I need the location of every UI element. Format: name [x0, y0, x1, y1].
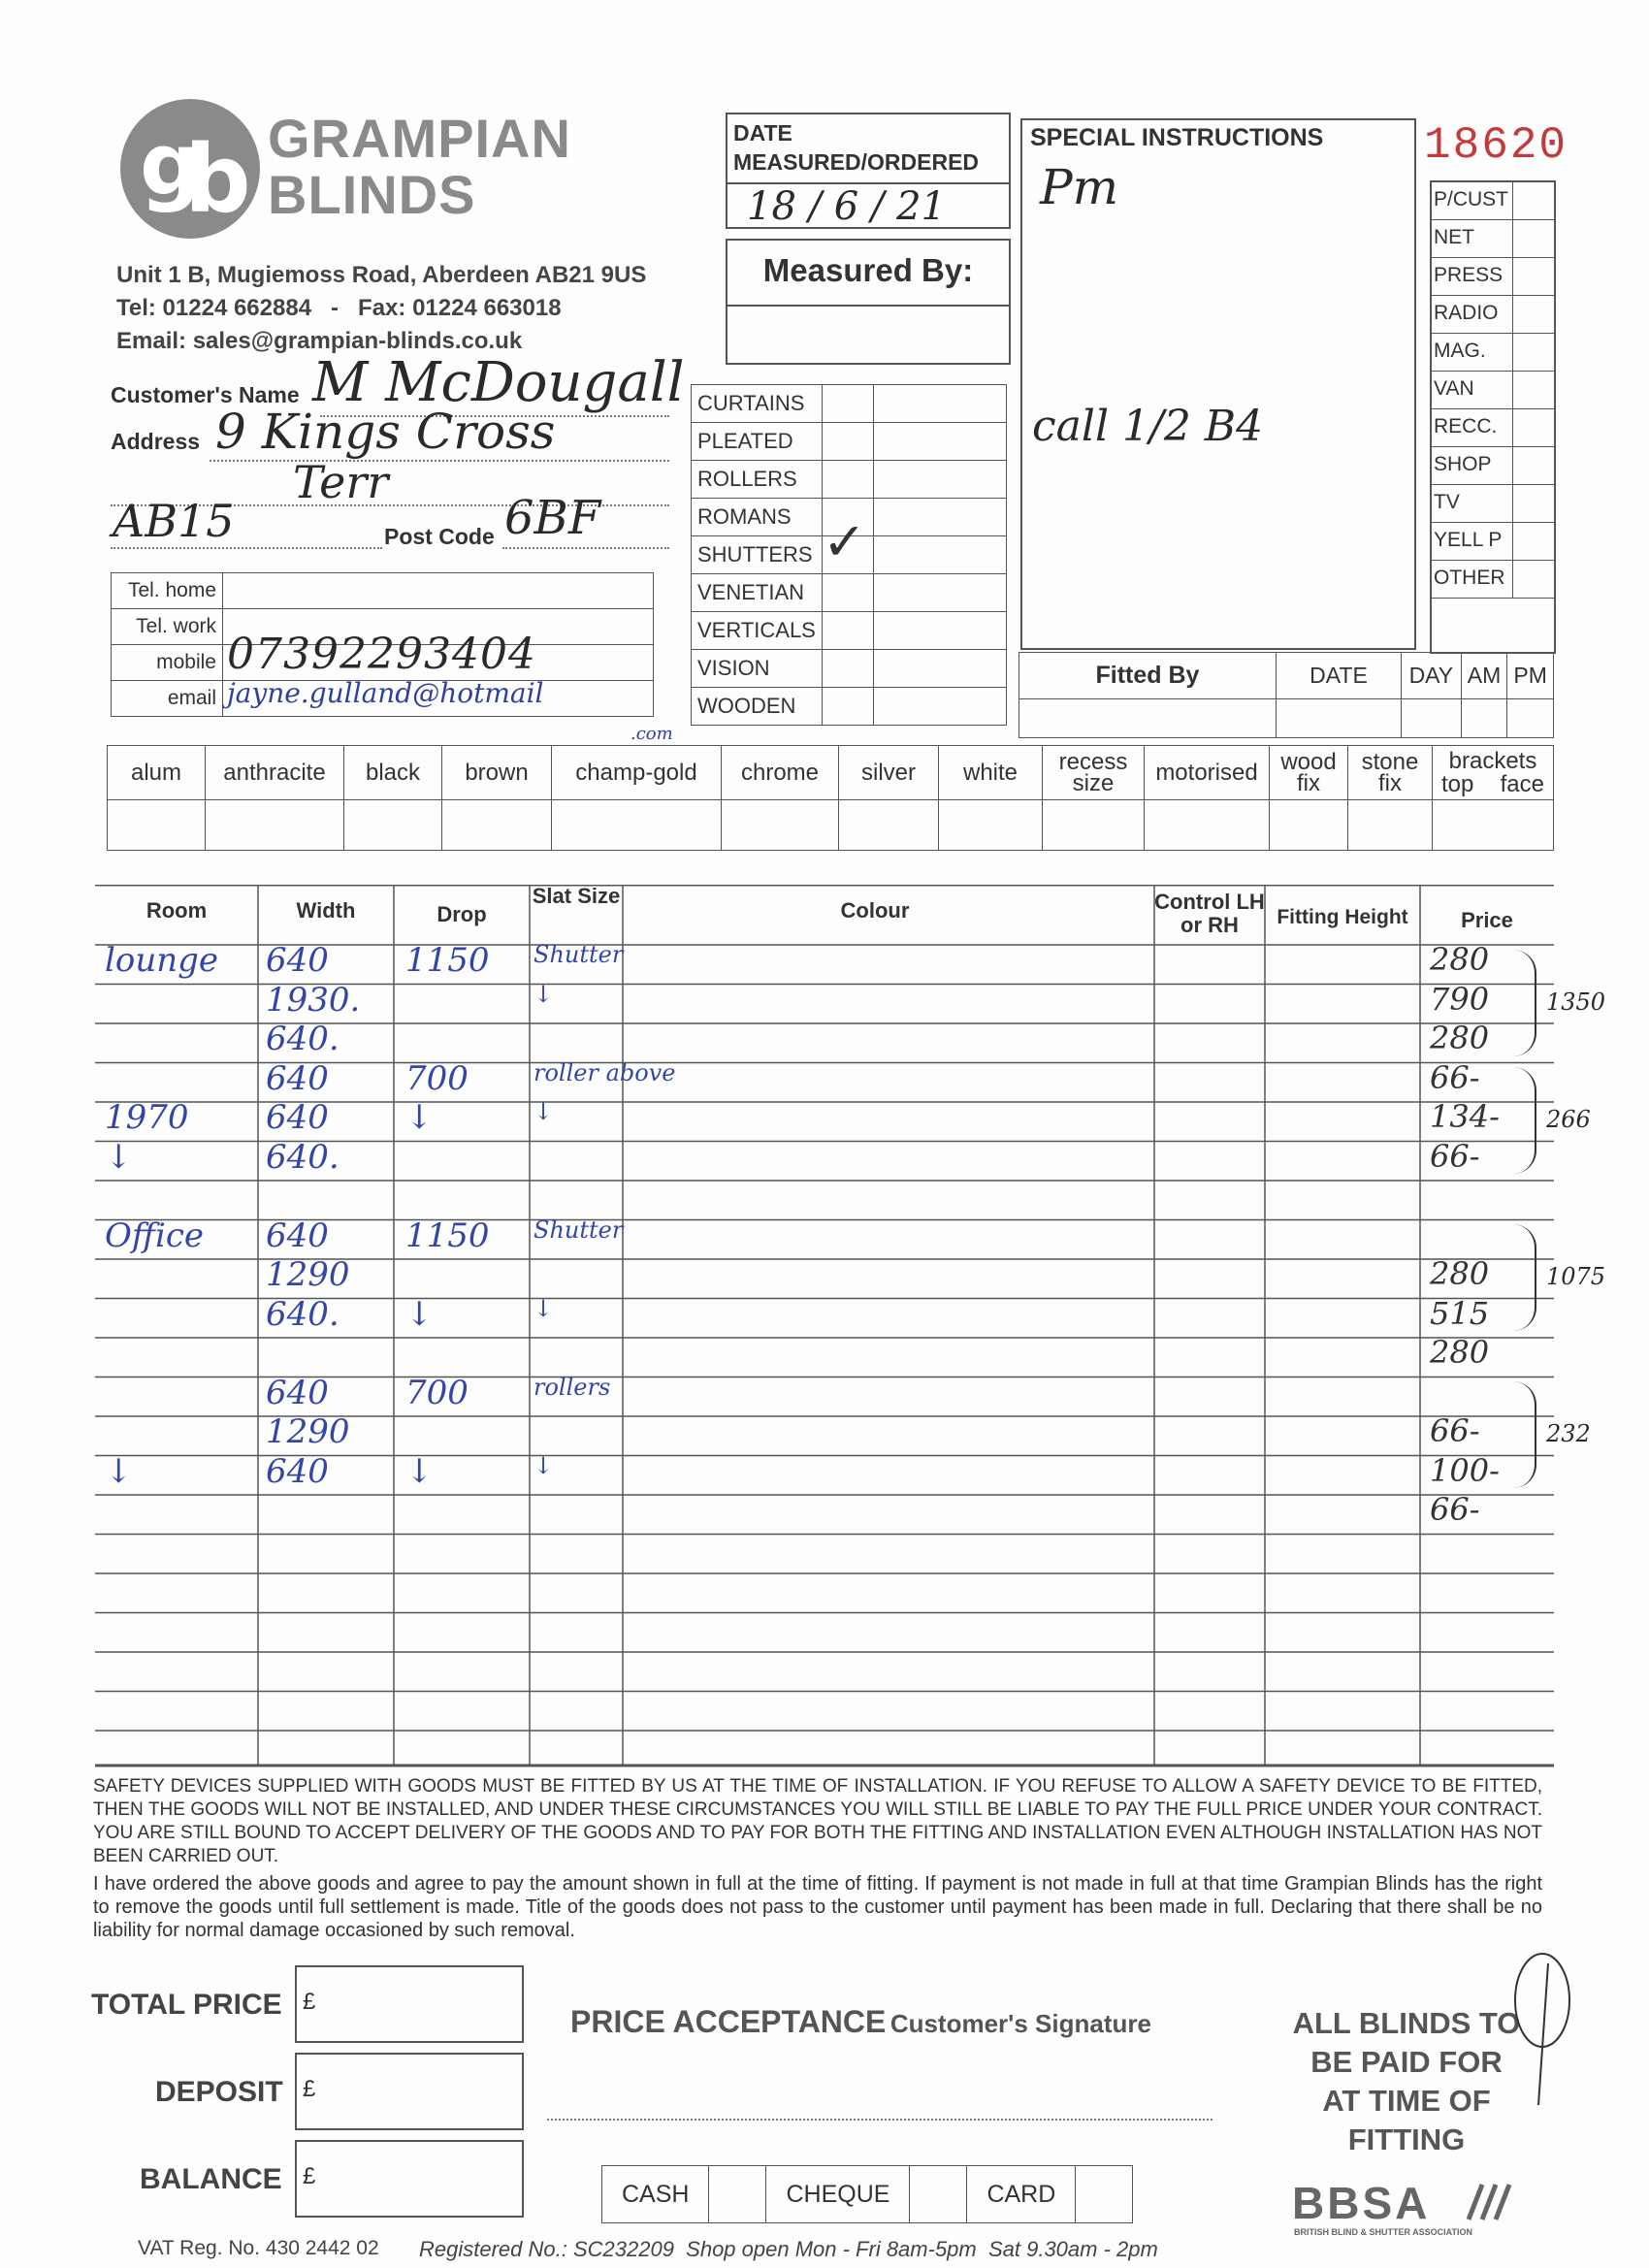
row-slat: ↓ [534, 980, 554, 1008]
address-line2: Terr [293, 456, 389, 508]
row-drop: 1150 [405, 1215, 490, 1255]
source-label: SHOP [1432, 447, 1513, 484]
total-price-field[interactable] [295, 1965, 524, 2043]
product-type-label: ROMANS [692, 499, 823, 536]
row-price: 515 [1430, 1294, 1490, 1332]
order-number: 18620 [1424, 120, 1568, 171]
price-acceptance [570, 2004, 1151, 2040]
row-room: ↓ [105, 1137, 133, 1177]
product-type-row[interactable] [692, 461, 1007, 499]
postcode-value: 6BF [504, 491, 601, 545]
order-grid [95, 884, 1606, 1787]
product-type-check[interactable] [822, 461, 873, 499]
group-total: 1075 [1546, 1263, 1606, 1290]
source-item[interactable] [1432, 372, 1554, 409]
product-type-label: ROLLERS [692, 461, 823, 499]
bbsa-logo: BBSA [1292, 2178, 1431, 2228]
source-label: RECC. [1432, 409, 1513, 446]
tel-home-label: Tel. home [112, 573, 223, 609]
product-types [691, 384, 1007, 726]
balance-label: BALANCE [140, 2163, 282, 2195]
special-note-pm: Pm [1040, 159, 1119, 215]
source-item[interactable] [1432, 561, 1554, 599]
date-box [726, 113, 1011, 229]
company-email: Email: sales@grampian-blinds.co.uk [116, 328, 523, 354]
brackets-top: top [1441, 770, 1474, 797]
group-bracket [1513, 950, 1536, 1056]
price-acceptance-sub: Customer's Signature [889, 2009, 1151, 2038]
address-label: Address [111, 429, 201, 454]
product-type-check[interactable] [822, 385, 873, 423]
payment-methods [601, 2165, 1133, 2223]
address-line3: AB15 [113, 495, 235, 547]
brackets-label: brackets [1448, 747, 1537, 774]
product-type-row[interactable] [692, 612, 1007, 650]
source-label: NET [1432, 220, 1513, 257]
finish-option[interactable]: anthracite [206, 746, 344, 800]
source-item[interactable] [1432, 258, 1554, 296]
finish-option[interactable]: brown [442, 746, 552, 800]
row-price: 66- [1430, 1412, 1480, 1449]
row-width: 640 [266, 941, 329, 980]
fitting-table [1018, 652, 1554, 738]
row-price: 280 [1430, 1255, 1490, 1292]
product-type-label: CURTAINS [692, 385, 823, 423]
row-price: 100- [1430, 1451, 1500, 1489]
product-type-label: VISION [692, 650, 823, 688]
circled-annotation [1509, 1950, 1577, 2120]
svg-text:b: b [184, 125, 251, 234]
product-type-check[interactable] [822, 513, 873, 574]
date-value: 18 / 6 / 21 [747, 184, 947, 229]
date-label: DATE MEASURED/ORDERED [733, 120, 980, 175]
company-address: Unit 1 B, Mugiemoss Road, Aberdeen AB21 9US [116, 262, 647, 288]
mobile-value: 07392293404 [227, 630, 536, 679]
special-instructions-label: SPECIAL INSTRUCTIONS [1030, 124, 1324, 151]
finish-option[interactable]: alum [108, 746, 206, 800]
email-label: email [112, 681, 223, 717]
payment-option-card[interactable]: CARD [967, 2166, 1076, 2223]
finish-option[interactable]: recess size [1043, 746, 1145, 800]
postcode-label: Post Code [384, 524, 495, 549]
row-slat: ↓ [534, 1294, 554, 1322]
row-drop: ↓ [405, 1294, 434, 1334]
address-line1: 9 Kings Cross [215, 404, 556, 460]
finishes-table [107, 745, 1554, 851]
source-label: OTHER [1432, 561, 1513, 598]
company-logo [118, 97, 262, 241]
svg-text:g: g [140, 114, 201, 214]
row-width: 640 [266, 1451, 329, 1491]
payment-checkbox[interactable] [1076, 2166, 1133, 2223]
row-drop: 700 [405, 1058, 469, 1098]
source-item[interactable] [1432, 485, 1554, 523]
col-drop: Drop [436, 902, 487, 926]
bbsa-tagline: BRITISH BLIND & SHUTTER ASSOCIATION [1294, 2227, 1472, 2237]
row-slat: Shutter [534, 941, 624, 968]
row-price: 134- [1430, 1098, 1500, 1135]
payment-checkbox[interactable] [910, 2166, 967, 2223]
customer-name-value: M McDougall [312, 351, 685, 414]
row-width: 640. [266, 1294, 340, 1334]
finish-option[interactable]: black [344, 746, 442, 800]
customer-name-label: Customer's Name [111, 382, 300, 407]
group-total: 1350 [1546, 988, 1606, 1016]
col-control: Control LH or RH [1154, 890, 1265, 937]
source-list [1430, 180, 1556, 654]
row-price: 66- [1430, 1491, 1480, 1528]
deposit-label: DEPOSIT [155, 2076, 283, 2108]
payment-option-cash[interactable]: CASH [602, 2166, 709, 2223]
row-drop: ↓ [405, 1451, 434, 1491]
special-note-call: call 1/2 B4 [1032, 402, 1264, 451]
source-label: MAG. [1432, 334, 1513, 371]
source-label: RADIO [1432, 296, 1513, 333]
fitting-day-label: DAY [1402, 653, 1462, 699]
fitting-am-label: AM [1461, 653, 1507, 699]
mobile-label: mobile [112, 645, 223, 681]
row-width: 640. [266, 1137, 340, 1177]
row-width: 640 [266, 1373, 329, 1412]
row-price: 280 [1430, 1334, 1490, 1371]
row-width: 1290 [266, 1412, 350, 1451]
notice-line: ALL BLINDS TO [1292, 2006, 1521, 2040]
row-drop: 700 [405, 1373, 469, 1412]
brand-line1: GRAMPIAN [268, 108, 571, 169]
finish-option[interactable]: stone fix [1348, 746, 1433, 800]
notice-line: FITTING [1347, 2122, 1466, 2156]
total-currency: £ [303, 1989, 316, 2015]
bbsa-stripes [1465, 2183, 1513, 2226]
brand-line2: BLINDS [268, 164, 476, 225]
product-type-label: WOODEN [692, 688, 823, 726]
agreement-text: I have ordered the above goods and agree to pay the amount shown in full at the time of fitting. If payment is not made in full at that time Grampian Blinds has the right to remove the goods until full settlement is made. Title of the goods does not pass to the customer until payment has been made in full. Declaring that there shall be no liability for normal damage occasioned by such removal. [93, 1873, 1542, 1941]
source-item[interactable] [1432, 220, 1554, 258]
notice-line: BE PAID FOR [1310, 2045, 1503, 2079]
product-type-label: VERTICALS [692, 612, 823, 650]
row-width: 640 [266, 1058, 329, 1098]
product-type-row[interactable] [692, 385, 1007, 423]
row-price: 66- [1430, 1137, 1480, 1175]
col-fitting-height: Fitting Height [1277, 906, 1408, 928]
row-price: 280 [1430, 1020, 1490, 1056]
row-slat: Shutter [534, 1215, 624, 1244]
deposit-currency: £ [303, 2076, 316, 2102]
group-bracket [1513, 1381, 1536, 1488]
source-item[interactable] [1432, 409, 1554, 447]
source-item[interactable] [1432, 334, 1554, 372]
group-total: 266 [1546, 1106, 1591, 1133]
fitting-date-label: DATE [1277, 653, 1402, 699]
finish-option[interactable]: white [939, 746, 1043, 800]
source-label: TV [1432, 485, 1513, 522]
finish-option[interactable]: champ-gold [552, 746, 722, 800]
col-price: Price [1461, 908, 1513, 932]
product-type-check[interactable] [822, 612, 873, 650]
measured-by-label: Measured By: [762, 252, 974, 288]
row-slat: roller above [534, 1058, 676, 1086]
tel-work-label: Tel. work [112, 609, 223, 645]
row-price: 790 [1430, 980, 1490, 1018]
source-label: P/CUST [1432, 182, 1513, 219]
vat-reg: VAT Reg. No. 430 2442 02 [138, 2237, 379, 2259]
product-type-row[interactable] [692, 650, 1007, 688]
row-drop: 1150 [405, 941, 490, 980]
product-type-label: VENETIAN [692, 574, 823, 612]
row-width: 640 [266, 1098, 329, 1137]
finish-option[interactable]: motorised [1145, 746, 1270, 800]
email-suffix: .com [630, 724, 673, 744]
group-total: 232 [1546, 1420, 1591, 1447]
col-colour: Colour [840, 898, 910, 923]
group-bracket [1513, 1067, 1536, 1174]
brackets-face: face [1500, 770, 1544, 797]
row-width: 640. [266, 1020, 340, 1058]
source-item[interactable] [1432, 447, 1554, 485]
finish-option[interactable]: silver [839, 746, 939, 800]
notice-line: AT TIME OF [1322, 2084, 1491, 2118]
source-label: PRESS [1432, 258, 1513, 295]
row-slat: ↓ [534, 1098, 554, 1125]
row-drop: ↓ [405, 1098, 434, 1137]
product-type-check[interactable] [822, 688, 873, 726]
price-acceptance-title: PRICE ACCEPTANCE [570, 2004, 887, 2039]
balance-currency: £ [303, 2163, 316, 2189]
source-item[interactable] [1432, 296, 1554, 334]
row-width: 640 [266, 1215, 329, 1255]
row-price: 66- [1430, 1058, 1480, 1096]
col-room: Room [146, 898, 208, 923]
row-room: 1970 [105, 1098, 189, 1137]
deposit-field[interactable] [295, 2053, 524, 2130]
col-slat: Slat Size [532, 884, 621, 908]
safety-notice: SAFETY DEVICES SUPPLIED WITH GOODS MUST BE FITTED BY US AT THE TIME OF INSTALLATION. IF YOU REFUSE TO ALLOW A SAFETY DEVICE TO BE FITTED, THEN THE GOODS WILL NOT BE INSTALLED, AND UNDER THESE CIRCUMSTANCES YOU WILL STILL BE LIABLE TO PAY THE FULL PRICE UNDER YOUR CONTRACT. YOU ARE STILL BOUND TO ACCEPT DELIVERY OF THE GOODS AND TO PAY FOR BOTH THE FITTING AND INSTALLATION EVEN ALTHOUGH INSTALLATION HAS NOT BEEN CARRIED OUT. [93, 1776, 1542, 1866]
balance-field[interactable] [295, 2140, 524, 2218]
row-width: 1290 [266, 1255, 350, 1294]
product-type-check[interactable] [822, 574, 873, 612]
total-price-label: TOTAL PRICE [91, 1989, 282, 2021]
source-item[interactable] [1432, 182, 1554, 220]
col-width: Width [296, 898, 356, 923]
company-tel: Tel: 01224 662884 - Fax: 01224 663018 [116, 295, 562, 321]
fitted-by-label: Fitted By [1019, 653, 1277, 699]
checkmark-icon: ✓ [822, 513, 867, 571]
signature-line[interactable] [547, 2119, 1212, 2121]
source-label: YELL P [1432, 523, 1513, 560]
product-type-row[interactable] [692, 688, 1007, 726]
measured-by-box [726, 239, 1011, 365]
product-type-label: PLEATED [692, 423, 823, 461]
product-type-row[interactable] [692, 423, 1007, 461]
registered-info: Registered No.: SC232209 Shop open Mon - Fri 8am-5pm Sat 9.30am - 2pm [419, 2237, 1158, 2261]
row-room: ↓ [105, 1451, 133, 1491]
payment-option-cheque[interactable]: CHEQUE [766, 2166, 910, 2223]
group-bracket [1513, 1224, 1536, 1331]
product-type-row[interactable] [692, 536, 1007, 574]
brackets-cell[interactable] [1433, 746, 1554, 800]
finish-option[interactable]: wood fix [1270, 746, 1348, 800]
product-type-check[interactable] [822, 423, 873, 461]
brand-name [268, 108, 571, 225]
source-label: VAN [1432, 372, 1513, 408]
row-price: 280 [1430, 941, 1490, 978]
row-room: lounge [105, 941, 219, 980]
row-width: 1930. [266, 980, 361, 1020]
fitting-pm-label: PM [1507, 653, 1554, 699]
contact-table [111, 572, 654, 717]
source-item[interactable] [1432, 523, 1554, 561]
special-instructions-box [1020, 118, 1416, 650]
product-type-label: SHUTTERS [692, 536, 823, 574]
email-value: jayne.gulland@hotmail [227, 677, 544, 709]
finish-option[interactable]: chrome [722, 746, 839, 800]
row-room: Office [105, 1215, 204, 1255]
row-slat: ↓ [534, 1451, 554, 1479]
product-type-row[interactable] [692, 574, 1007, 612]
payment-checkbox[interactable] [709, 2166, 766, 2223]
row-slat: rollers [534, 1373, 611, 1401]
product-type-check[interactable] [822, 650, 873, 688]
